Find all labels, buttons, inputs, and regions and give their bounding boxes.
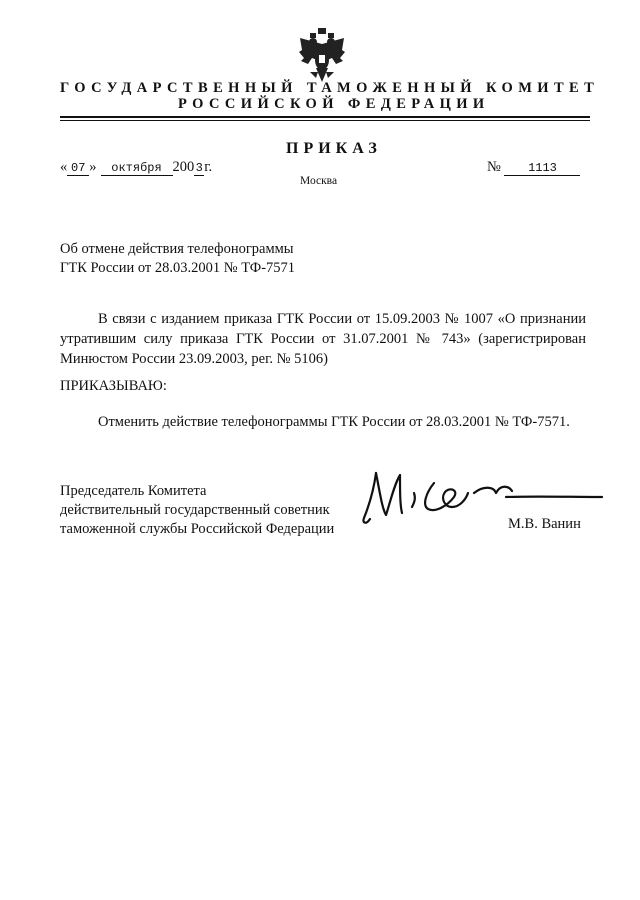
date-suffix: г. <box>204 159 213 175</box>
organization-name-line2: РОССИЙСКОЙ ФЕДЕРАЦИИ <box>178 96 490 112</box>
subject-line1: Об отмене действия телефонограммы <box>60 241 294 257</box>
order-action: Отменить действие телефонограммы ГТК России от 28.03.2001 № ТФ-7571. <box>98 414 570 430</box>
body-paragraph: В связи с изданием приказа ГТК России от 15.09.2003 № 1007 «О признании утратившим силу приказа ГТК России от 31.07.2001 № 743» (зарегистрирован Минюстом России 23.09.2003, рег. № 5106) <box>60 311 586 367</box>
signatory-name: М.В. Ванин <box>508 516 581 532</box>
signatory-title-line1: Председатель Комитета <box>60 483 207 499</box>
date-open-quote: « <box>60 159 68 175</box>
document-number <box>487 159 580 176</box>
order-word: ПРИКАЗЫВАЮ: <box>60 378 167 394</box>
date-month: октября <box>101 161 173 176</box>
date-year-prefix: 200 <box>172 159 195 175</box>
signatory-title <box>60 482 334 539</box>
signatory-title-line3: таможенной службы Российской Федерации <box>60 521 335 537</box>
number-label: № <box>487 159 501 175</box>
header-rule-thin <box>60 120 590 121</box>
date-day: 07 <box>67 161 89 176</box>
signatory-title-line2: действительный государственный советник <box>60 502 330 518</box>
document-subject <box>60 240 295 278</box>
number-value: 1113 <box>504 161 580 176</box>
double-headed-eagle-emblem-icon <box>298 28 346 84</box>
header-rule-thick <box>60 116 590 118</box>
date-year-digit: 3 <box>195 161 203 175</box>
document-title: ПРИКАЗ <box>286 140 382 157</box>
subject-line2: ГТК России от 28.03.2001 № ТФ-7571 <box>60 260 296 276</box>
date-close-quote: » <box>89 159 97 175</box>
organization-name-line1: ГОСУДАРСТВЕННЫЙ ТАМОЖЕННЫЙ КОМИТЕТ <box>60 80 600 96</box>
document-date <box>60 159 212 176</box>
document-city: Москва <box>300 175 338 187</box>
